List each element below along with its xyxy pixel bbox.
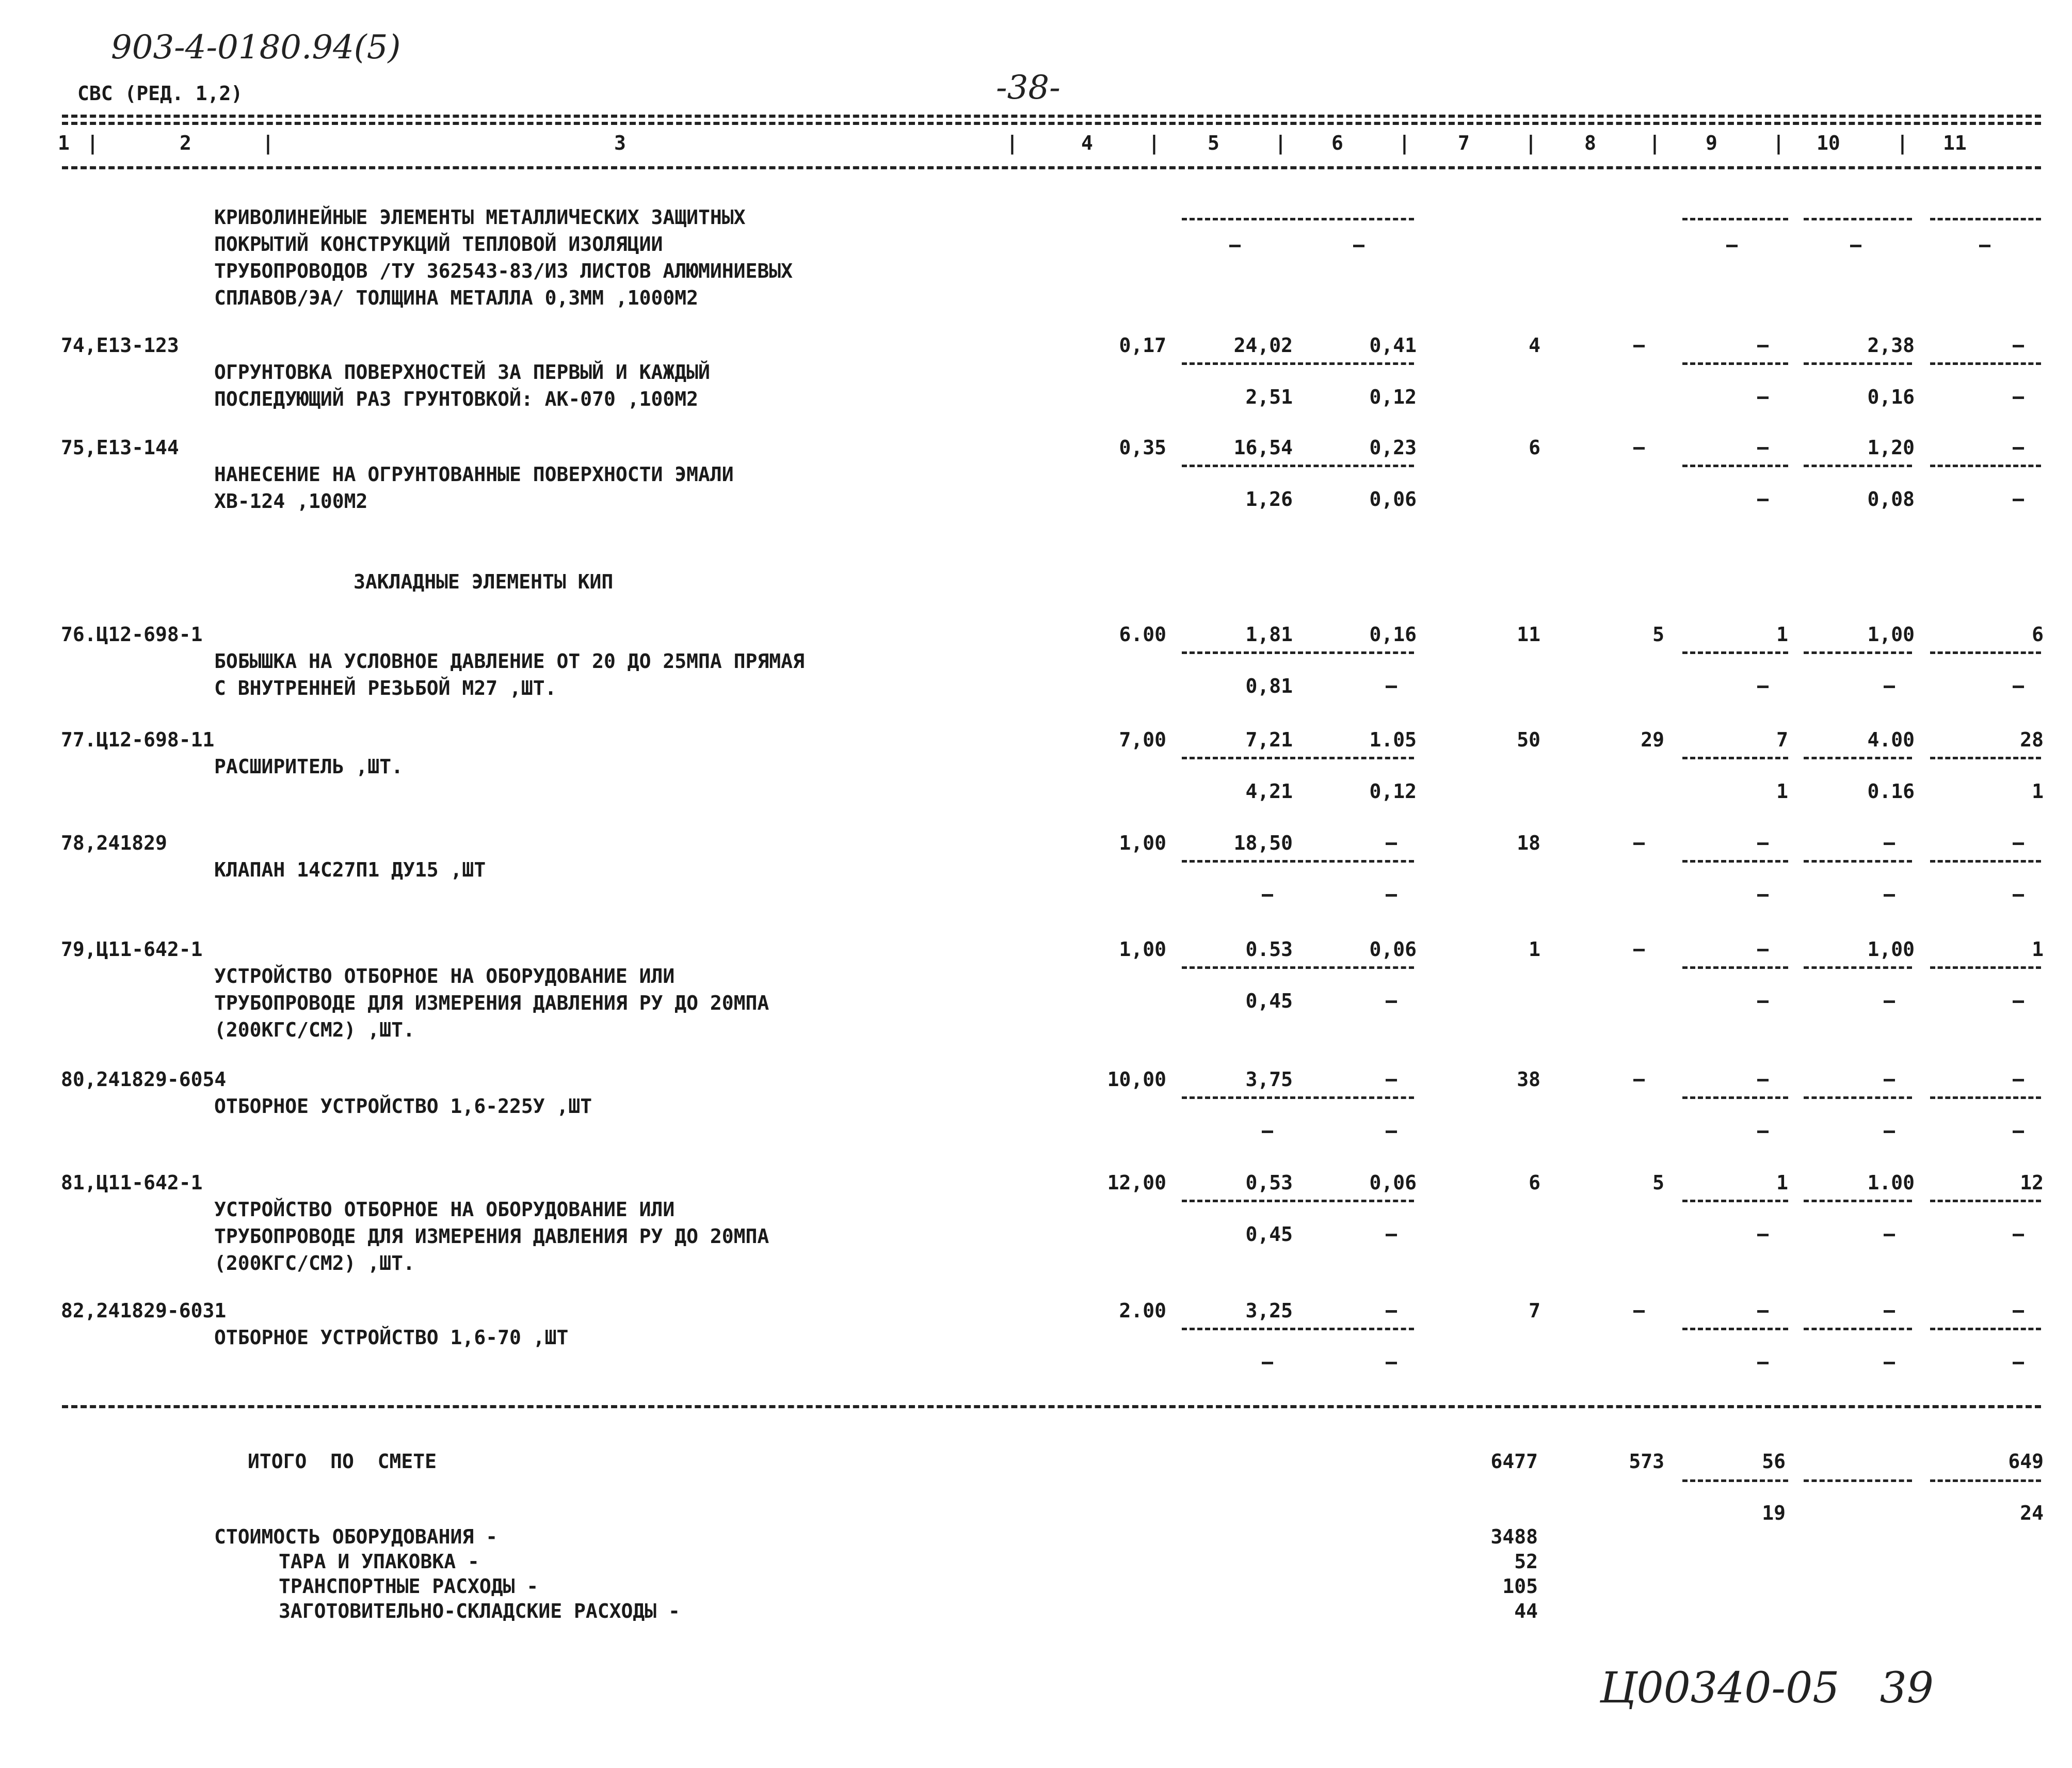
divider-line [1682, 757, 1788, 759]
dash-mark [1979, 245, 1990, 247]
edition-label: СВС (РЕД. 1,2) [77, 82, 243, 105]
dash-mark [1633, 1310, 1645, 1313]
column-header: 6 [1331, 132, 1343, 154]
dash-mark [2013, 1234, 2024, 1236]
divider-line [1682, 465, 1788, 467]
cell-c9: 7 [1776, 728, 1788, 751]
column-separator: | [1006, 132, 1018, 154]
divider-line [1804, 966, 1912, 969]
column-separator: | [262, 132, 274, 154]
row-description: ОТБОРНОЕ УСТРОЙСТВО 1,6-70 ,ШТ [214, 1326, 569, 1349]
divider-line [1306, 1200, 1414, 1202]
divider-line [1306, 465, 1414, 467]
divider-line [1682, 1096, 1788, 1099]
column-header: 1 [58, 132, 70, 154]
row-code: 77.Ц12-698-11 [61, 728, 215, 751]
dash-mark [2013, 499, 2024, 501]
cell-c4: 6.00 [1119, 623, 1166, 646]
dash-mark [2013, 1000, 2024, 1003]
row-code: 82,241829-6031 [61, 1299, 227, 1322]
row-description: ПОСЛЕДУЮЩИЙ РАЗ ГРУНТОВКОЙ: АК-070 ,100М2 [214, 388, 698, 410]
cell-c11: 1 [2032, 938, 2044, 961]
divider-line [1182, 757, 1303, 759]
dash-mark [1386, 1234, 1397, 1236]
totals-label: ИТОГО ПО СМЕТЕ [248, 1450, 437, 1473]
column-separator: | [1399, 132, 1410, 154]
divider-line [1930, 1479, 2041, 1482]
row-code: 76.Ц12-698-1 [61, 623, 203, 646]
dash-mark [2013, 842, 2024, 845]
column-header: 7 [1458, 132, 1470, 154]
dash-mark [1386, 1000, 1397, 1003]
column-separator: | [1649, 132, 1661, 154]
divider-line [1930, 362, 2041, 365]
cell-c7: 6 [1529, 1171, 1540, 1194]
cell-c7: 50 [1517, 728, 1540, 751]
totals-col9: 56 [1762, 1450, 1786, 1473]
column-header: 11 [1943, 132, 1967, 154]
column-separator: | [87, 132, 99, 154]
dash-mark [1757, 1000, 1769, 1003]
cell-c10: 1,20 [1867, 436, 1915, 459]
divider-line [1804, 860, 1912, 863]
top-rule-2 [62, 122, 2041, 125]
dash-mark [2013, 894, 2024, 897]
cell-c5: 0,53 [1245, 1171, 1293, 1194]
divider-line [1682, 860, 1788, 863]
cell-c9: 1 [1776, 623, 1788, 646]
cell-lower-c5: 2,51 [1245, 386, 1293, 408]
cell-c10: 1.00 [1867, 1171, 1915, 1194]
dash-mark [1633, 1079, 1645, 1081]
dash-mark [1633, 345, 1645, 347]
divider-line [1930, 1328, 2041, 1330]
divider-line [1804, 218, 1912, 220]
divider-line [1804, 1328, 1912, 1330]
cell-lower-c5: 1,26 [1245, 488, 1293, 511]
dash-mark [1884, 1000, 1895, 1003]
cell-lower-c5: 0,81 [1245, 675, 1293, 697]
dash-mark [2013, 1310, 2024, 1313]
cell-lower-c11: 1 [2032, 780, 2044, 803]
row-code: 79,Ц11-642-1 [61, 938, 203, 961]
row-description: РАСШИРИТЕЛЬ ,ШТ. [214, 755, 404, 778]
divider-line [1930, 757, 2041, 759]
divider-line [1804, 1200, 1912, 1202]
row-description: ТРУБОПРОВОДЕ ДЛЯ ИЗМЕРЕНИЯ ДАВЛЕНИЯ РУ ДО 20МПА [214, 1225, 769, 1248]
dash-mark [1884, 842, 1895, 845]
dash-mark [2013, 396, 2024, 399]
column-separator: | [1148, 132, 1160, 154]
dash-mark [1633, 447, 1645, 450]
cell-lower-c6: 0,12 [1369, 386, 1417, 408]
row-description: ОТБОРНОЕ УСТРОЙСТВО 1,6-225У ,ШТ [214, 1095, 592, 1118]
cell-lower-c5: 4,21 [1245, 780, 1293, 803]
cell-lower-c5: 0,45 [1245, 990, 1293, 1012]
divider-line [1182, 465, 1303, 467]
cell-c4: 1,00 [1119, 832, 1166, 854]
divider-line [1930, 651, 2041, 654]
column-header: 3 [614, 132, 626, 154]
transport-label: ТРАНСПОРТНЫЕ РАСХОДЫ - [279, 1575, 539, 1598]
row-description: (200КГС/СМ2) ,ШТ. [214, 1018, 415, 1041]
dash-mark [1850, 245, 1861, 247]
dash-mark [1757, 1362, 1769, 1364]
divider-line [1182, 1096, 1303, 1099]
row-description: КЛАПАН 14С27П1 ДУ15 ,ШТ [214, 858, 486, 881]
divider-line [1306, 1096, 1414, 1099]
dash-mark [1633, 949, 1645, 951]
cell-c5: 18,50 [1233, 832, 1293, 854]
cell-c7: 4 [1529, 334, 1540, 357]
equipment-cost-label: СТОИМОСТЬ ОБОРУДОВАНИЯ - [214, 1525, 498, 1548]
cell-c4: 12,00 [1107, 1171, 1166, 1194]
warehouse-value: 44 [1514, 1600, 1538, 1622]
cell-c4: 10,00 [1107, 1068, 1166, 1091]
dash-mark [1757, 842, 1769, 845]
cell-lower-c6: 0,12 [1369, 780, 1417, 803]
column-header: 10 [1817, 132, 1840, 154]
page-number: -38- [996, 69, 1061, 107]
dash-mark [2013, 1079, 2024, 1081]
divider-line [1804, 651, 1912, 654]
cell-c4: 0,17 [1119, 334, 1166, 357]
divider-line [1682, 1328, 1788, 1330]
divider-line [1182, 362, 1303, 365]
divider-line [1804, 465, 1912, 467]
cell-c7: 11 [1517, 623, 1540, 646]
column-header: 9 [1706, 132, 1717, 154]
dash-mark [1757, 447, 1769, 450]
dash-mark [1757, 1310, 1769, 1313]
row-code: 80,241829-6054 [61, 1068, 227, 1091]
cell-c8: 5 [1652, 1171, 1664, 1194]
dash-mark [1386, 1362, 1397, 1364]
dash-mark [1229, 245, 1241, 247]
column-separator: | [1897, 132, 1908, 154]
cell-c7: 7 [1529, 1299, 1540, 1322]
dash-mark [1757, 949, 1769, 951]
table-bottom-rule [62, 1405, 2041, 1408]
cell-c4: 1,00 [1119, 938, 1166, 961]
intro-line: СПЛАВОВ/ЭА/ ТОЛЩИНА МЕТАЛЛА 0,3ММ ,1000М2 [214, 286, 698, 309]
row-code: 74,Е13-123 [61, 334, 179, 357]
totals-col8: 573 [1629, 1450, 1664, 1473]
dash-mark [1353, 245, 1364, 247]
totals-col7: 6477 [1490, 1450, 1538, 1473]
equipment-cost-value: 3488 [1490, 1525, 1538, 1548]
cell-c8: 29 [1641, 728, 1664, 751]
dash-mark [1262, 1130, 1273, 1133]
cell-c7: 38 [1517, 1068, 1540, 1091]
cell-c4: 7,00 [1119, 728, 1166, 751]
cell-c10: 4.00 [1867, 728, 1915, 751]
cell-c5: 7,21 [1245, 728, 1293, 751]
divider-line [1682, 1479, 1788, 1482]
divider-line [1804, 1096, 1912, 1099]
divider-line [1306, 860, 1414, 863]
row-description: УСТРОЙСТВО ОТБОРНОЕ НА ОБОРУДОВАНИЕ ИЛИ [214, 965, 675, 987]
intro-line: КРИВОЛИНЕЙНЫЕ ЭЛЕМЕНТЫ МЕТАЛЛИЧЕСКИХ ЗАЩИТНЫХ [214, 206, 746, 229]
dash-mark [1757, 1130, 1769, 1133]
cell-lower-c5: 0,45 [1245, 1223, 1293, 1246]
dash-mark [2013, 1130, 2024, 1133]
divider-line [1930, 218, 2041, 220]
column-header: 2 [180, 132, 191, 154]
footer-stamp: Ц00340-05 39 [1600, 1664, 1934, 1713]
document-code: 903-4-0180.94(5) [111, 28, 401, 67]
totals-col9-lower: 19 [1762, 1502, 1786, 1524]
divider-line [1804, 1479, 1912, 1482]
cell-c9: 1 [1776, 1171, 1788, 1194]
dash-mark [2013, 447, 2024, 450]
cell-c10: 2,38 [1867, 334, 1915, 357]
divider-line [1682, 966, 1788, 969]
packaging-value: 52 [1514, 1550, 1538, 1573]
divider-line [1682, 218, 1788, 220]
totals-col11: 649 [2008, 1450, 2044, 1473]
cell-c7: 6 [1529, 436, 1540, 459]
dash-mark [1726, 245, 1738, 247]
dash-mark [1884, 686, 1895, 688]
dash-mark [1262, 894, 1273, 897]
divider-line [1182, 1200, 1303, 1202]
dash-mark [1884, 1234, 1895, 1236]
divider-line [1930, 860, 2041, 863]
top-rule [62, 115, 2041, 118]
cell-c6: 0,06 [1369, 938, 1417, 961]
dash-mark [2013, 686, 2024, 688]
header-bottom-rule [62, 166, 2041, 169]
packaging-label: ТАРА И УПАКОВКА - [279, 1550, 479, 1573]
dash-mark [1386, 842, 1397, 845]
column-separator: | [1275, 132, 1287, 154]
row-code: 81,Ц11-642-1 [61, 1171, 203, 1194]
cell-c11: 6 [2032, 623, 2044, 646]
divider-line [1182, 860, 1303, 863]
dash-mark [1757, 1234, 1769, 1236]
divider-line [1306, 757, 1414, 759]
dash-mark [1757, 396, 1769, 399]
cell-c6: 1.05 [1369, 728, 1417, 751]
dash-mark [1757, 345, 1769, 347]
dash-mark [1757, 1079, 1769, 1081]
cell-lower-c6: 0,06 [1369, 488, 1417, 511]
row-description: ТРУБОПРОВОДЕ ДЛЯ ИЗМЕРЕНИЯ ДАВЛЕНИЯ РУ ДО 20МПА [214, 992, 769, 1014]
dash-mark [1386, 1130, 1397, 1133]
divider-line [1306, 966, 1414, 969]
divider-line [1306, 1328, 1414, 1330]
row-description: НАНЕСЕНИЕ НА ОГРУНТОВАННЫЕ ПОВЕРХНОСТИ ЭМАЛИ [214, 463, 734, 486]
divider-line [1930, 1200, 2041, 1202]
row-code: 75,Е13-144 [61, 436, 179, 459]
cell-c10: 1,00 [1867, 623, 1915, 646]
divider-line [1306, 218, 1414, 220]
dash-mark [1386, 894, 1397, 897]
cell-c5: 3,25 [1245, 1299, 1293, 1322]
dash-mark [1884, 1079, 1895, 1081]
dash-mark [1884, 894, 1895, 897]
cell-c7: 1 [1529, 938, 1540, 961]
divider-line [1306, 651, 1414, 654]
dash-mark [2013, 1362, 2024, 1364]
cell-c5: 16,54 [1233, 436, 1293, 459]
divider-line [1930, 465, 2041, 467]
cell-c6: 0,23 [1369, 436, 1417, 459]
cell-c6: 0,06 [1369, 1171, 1417, 1194]
row-code: 78,241829 [61, 832, 167, 854]
dash-mark [1884, 1362, 1895, 1364]
column-header: 8 [1584, 132, 1596, 154]
dash-mark [1386, 686, 1397, 688]
dash-mark [1884, 1130, 1895, 1133]
section-title: ЗАКЛАДНЫЕ ЭЛЕМЕНТЫ КИП [354, 570, 614, 593]
cell-lower-c10: 0,08 [1867, 488, 1915, 511]
divider-line [1182, 651, 1303, 654]
divider-line [1930, 966, 2041, 969]
cell-c6: 0,16 [1369, 623, 1417, 646]
column-separator: | [1525, 132, 1537, 154]
dash-mark [1386, 1079, 1397, 1081]
row-description: УСТРОЙСТВО ОТБОРНОЕ НА ОБОРУДОВАНИЕ ИЛИ [214, 1198, 675, 1221]
row-description: ХВ-124 ,100М2 [214, 490, 368, 513]
intro-line: ПОКРЫТИЙ КОНСТРУКЦИЙ ТЕПЛОВОЙ ИЗОЛЯЦИИ [214, 233, 663, 256]
cell-c10: 1,00 [1867, 938, 1915, 961]
intro-line: ТРУБОПРОВОДОВ /ТУ 362543-83/ИЗ ЛИСТОВ АЛЮМИНИЕВЫХ [214, 260, 793, 282]
transport-value: 105 [1502, 1575, 1538, 1598]
cell-c5: 1,81 [1245, 623, 1293, 646]
row-description: БОБЫШКА НА УСЛОВНОЕ ДАВЛЕНИЕ ОТ 20 ДО 25МПА ПРЯМАЯ [214, 650, 805, 673]
cell-c5: 3,75 [1245, 1068, 1293, 1091]
cell-c5: 24,02 [1233, 334, 1293, 357]
dash-mark [1757, 499, 1769, 501]
cell-c11: 12 [2020, 1171, 2044, 1194]
divider-line [1682, 651, 1788, 654]
cell-lower-c10: 0.16 [1867, 780, 1915, 803]
divider-line [1804, 757, 1912, 759]
divider-line [1682, 362, 1788, 365]
divider-line [1306, 362, 1414, 365]
divider-line [1804, 362, 1912, 365]
dash-mark [1386, 1310, 1397, 1313]
warehouse-label: ЗАГОТОВИТЕЛЬНО-СКЛАДСКИЕ РАСХОДЫ - [279, 1600, 680, 1622]
row-description: (200КГС/СМ2) ,ШТ. [214, 1252, 415, 1275]
cell-lower-c10: 0,16 [1867, 386, 1915, 408]
dash-mark [1757, 894, 1769, 897]
cell-c4: 2.00 [1119, 1299, 1166, 1322]
cell-c8: 5 [1652, 623, 1664, 646]
column-header: 4 [1081, 132, 1093, 154]
cell-lower-c9: 1 [1776, 780, 1788, 803]
divider-line [1682, 1200, 1788, 1202]
cell-c11: 28 [2020, 728, 2044, 751]
divider-line [1182, 966, 1303, 969]
cell-c6: 0,41 [1369, 334, 1417, 357]
row-description: ОГРУНТОВКА ПОВЕРХНОСТЕЙ ЗА ПЕРВЫЙ И КАЖДЫЙ [214, 361, 710, 384]
row-description: С ВНУТРЕННЕЙ РЕЗЬБОЙ М27 ,ШТ. [214, 677, 557, 699]
divider-line [1182, 1328, 1303, 1330]
dash-mark [2013, 345, 2024, 347]
cell-c5: 0.53 [1245, 938, 1293, 961]
column-separator: | [1773, 132, 1785, 154]
cell-c7: 18 [1517, 832, 1540, 854]
dash-mark [1884, 1310, 1895, 1313]
divider-line [1930, 1096, 2041, 1099]
column-header: 5 [1208, 132, 1219, 154]
totals-col11-lower: 24 [2020, 1502, 2044, 1524]
dash-mark [1757, 686, 1769, 688]
cell-c4: 0,35 [1119, 436, 1166, 459]
dash-mark [1633, 842, 1645, 845]
divider-line [1182, 218, 1303, 220]
dash-mark [1262, 1362, 1273, 1364]
